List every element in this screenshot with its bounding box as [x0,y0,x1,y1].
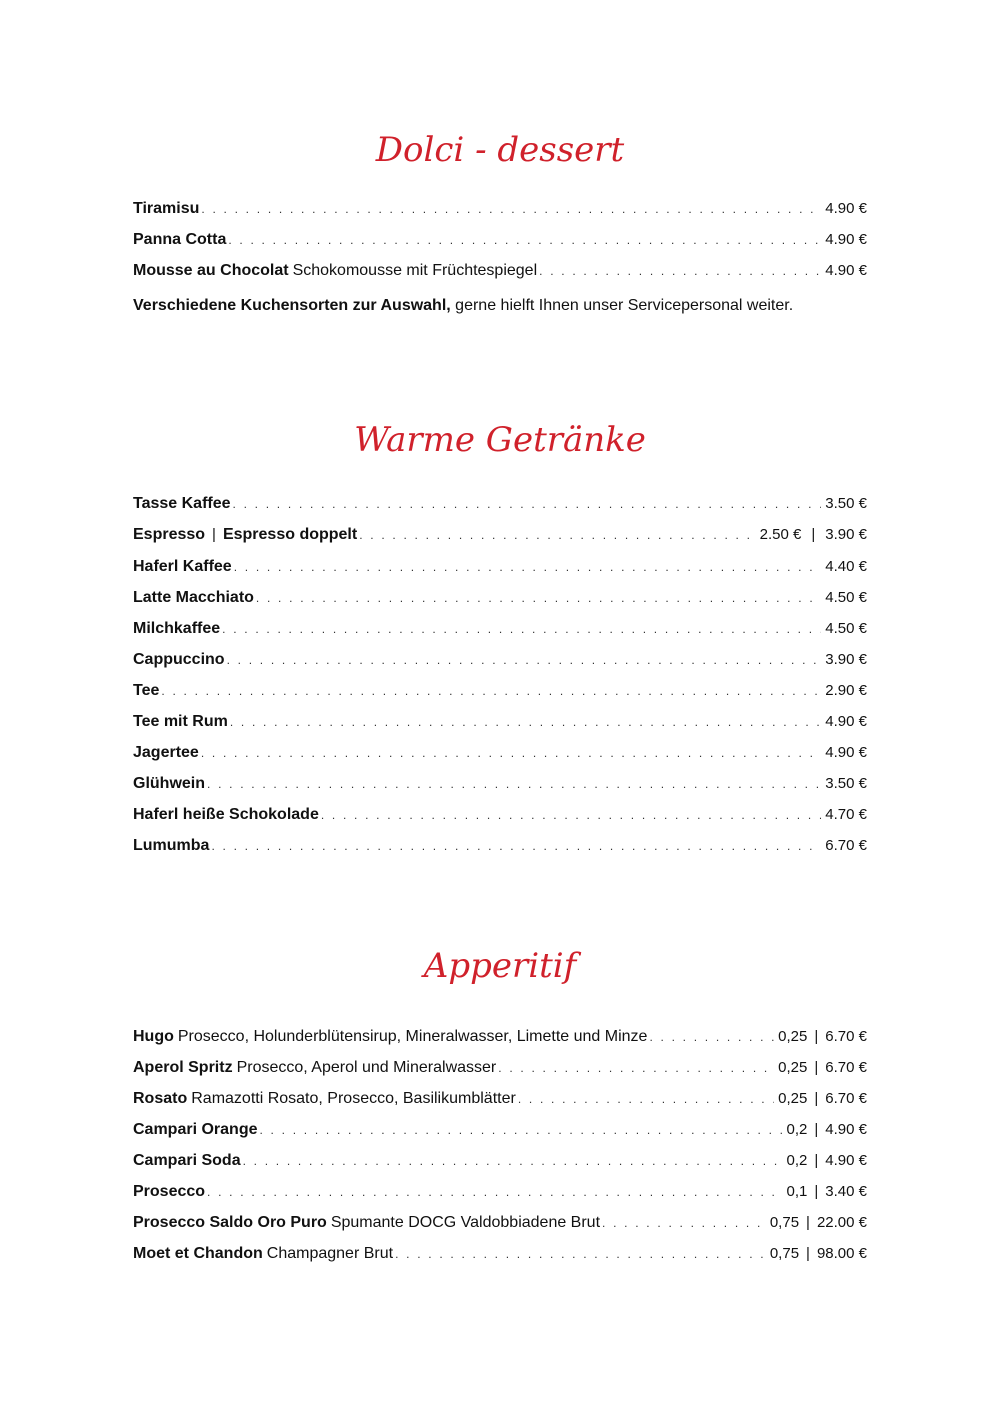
separator: | [806,1214,810,1231]
item-name: Prosecco [133,1183,206,1200]
dot-leader [230,711,821,733]
dot-leader [395,1243,766,1265]
menu-item [133,524,867,546]
item-name: Mousse au Chocolat [133,262,289,279]
menu-item [133,773,867,795]
item-name: Lumumba [133,837,210,854]
item-volume: 0,1 [786,1183,808,1200]
item-price: 6.70 € [825,837,867,854]
item-price: 4.90 € [825,1152,867,1169]
menu-item [133,1243,867,1265]
item-price: 4.90 € [825,1121,867,1138]
menu-item [133,618,867,640]
item-name: Campari Soda [133,1152,241,1169]
item-price: 4.40 € [825,558,867,575]
menu-item [133,587,867,609]
dot-leader [233,493,822,515]
menu-item [133,1181,867,1203]
item-price: 2.90 € [825,682,867,699]
separator: | [814,1028,819,1045]
dot-leader [259,1119,782,1141]
menu-item [133,649,867,671]
dot-leader [518,1088,774,1110]
item-name: Milchkaffee [133,620,221,637]
dot-leader [321,804,821,826]
note-bold: Verschiedene Kuchensorten zur Auswahl, [133,297,451,314]
dot-leader [161,680,821,702]
menu-item [133,680,867,702]
item-price: 4.50 € [825,620,867,637]
item-name: Tiramisu [133,200,200,217]
item-price: 3.50 € [825,495,867,512]
item-volume: 0,2 [786,1152,808,1169]
dot-leader [243,1150,783,1172]
dot-leader [201,198,821,220]
menu-item [133,835,867,857]
separator: | [212,526,216,543]
menu-item [133,1119,867,1141]
section-title-apperitif: Apperitif [423,946,577,986]
item-price: 4.90 € [825,713,867,730]
item-volume: 0,75 [769,1245,800,1262]
item-volume: 0,25 [778,1059,808,1076]
item-price: 98.00 € [816,1245,867,1262]
menu-item [133,1057,867,1079]
menu-item [133,1026,867,1048]
item-price: 3.40 € [825,1183,867,1200]
item-price: 4.90 € [825,231,867,248]
item-name: Latte Macchiato [133,589,254,606]
item-price: 4.70 € [825,806,867,823]
menu-item [133,556,867,578]
menu-item [133,198,867,220]
item-name: Tee [133,682,160,699]
item-price: 4.90 € [825,262,867,279]
dot-leader [234,556,822,578]
item-name: Aperol Spritz [133,1059,233,1076]
item-price: 4.90 € [825,744,867,761]
item-name: Tasse Kaffee [133,495,231,512]
separator: | [814,1152,819,1169]
item-volume: 0,75 [769,1214,800,1231]
item-volume: 0,25 [778,1090,808,1107]
dot-leader [211,835,821,857]
dot-leader [227,649,822,671]
section-dolci [133,130,867,170]
item-price: 6.70 € [825,1028,867,1045]
item-price: 3.90 € [825,651,867,668]
item-description: Spumante DOCG Valdobbiadene Brut [330,1214,601,1231]
item-name: Jagertee [133,744,199,761]
item-name: Haferl Kaffee [133,558,232,575]
menu-item [133,742,867,764]
item-name: Espresso [133,526,206,543]
item-price: 4.50 € [825,589,867,606]
item-price: 6.70 € [825,1090,867,1107]
section-title-dolci: Dolci - dessert [375,130,625,170]
dot-leader [359,524,755,546]
item-name: Prosecco Saldo Oro Puro [133,1214,327,1231]
separator: | [814,1059,819,1076]
menu-item [133,1088,867,1110]
item-name: Glühwein [133,775,205,792]
menu-item [133,260,867,282]
dot-leader [207,1181,782,1203]
menu-item [133,1150,867,1172]
menu-item [133,711,867,733]
section-apperitif [133,946,867,986]
menu-item [133,804,867,826]
menu-item [133,1212,867,1234]
menu-item [133,493,867,515]
item-name: Campari Orange [133,1121,258,1138]
item-price-2: 3.90 € [825,526,867,543]
item-price: 6.70 € [825,1059,867,1076]
dot-leader [222,618,821,640]
separator: | [814,1183,819,1200]
cake-note [133,295,867,317]
separator: | [814,1121,819,1138]
item-name-2: Espresso doppelt [222,526,358,543]
item-price: 4.90 € [825,200,867,217]
dot-leader [207,773,821,795]
separator: | [814,1090,819,1107]
item-volume: 0,25 [778,1028,808,1045]
item-description: Champagner Brut [266,1245,394,1262]
dot-leader [539,260,821,282]
item-name: Hugo [133,1028,174,1045]
item-price: 3.50 € [825,775,867,792]
menu-item [133,229,867,251]
item-name: Panna Cotta [133,231,227,248]
item-name: Moet et Chandon [133,1245,263,1262]
dot-leader [228,229,821,251]
dot-leader [602,1212,766,1234]
dot-leader [201,742,821,764]
separator: | [806,1245,810,1262]
separator: | [811,526,816,543]
dot-leader [256,587,821,609]
item-price: 22.00 € [816,1214,867,1231]
item-description: Prosecco, Aperol und Mineralwasser [236,1059,497,1076]
item-volume: 0,2 [786,1121,808,1138]
item-description: Schokomousse mit Früchtespiegel [292,262,538,279]
section-title-warme-getraenke: Warme Getränke [354,420,646,460]
item-price: 2.50 € [759,526,802,543]
dot-leader [498,1057,774,1079]
item-description: Ramazotti Rosato, Prosecco, Basilikumblätter [191,1090,516,1107]
item-description: Prosecco, Holunderblütensirup, Mineralwasser, Limette und Minze [177,1028,648,1045]
item-name: Tee mit Rum [133,713,228,730]
item-name: Rosato [133,1090,188,1107]
section-warme-getraenke [133,420,867,460]
note-text: gerne hielft Ihnen unser Servicepersonal weiter. [455,297,794,314]
item-name: Cappuccino [133,651,225,668]
item-name: Haferl heiße Schokolade [133,806,319,823]
dot-leader [649,1026,774,1048]
